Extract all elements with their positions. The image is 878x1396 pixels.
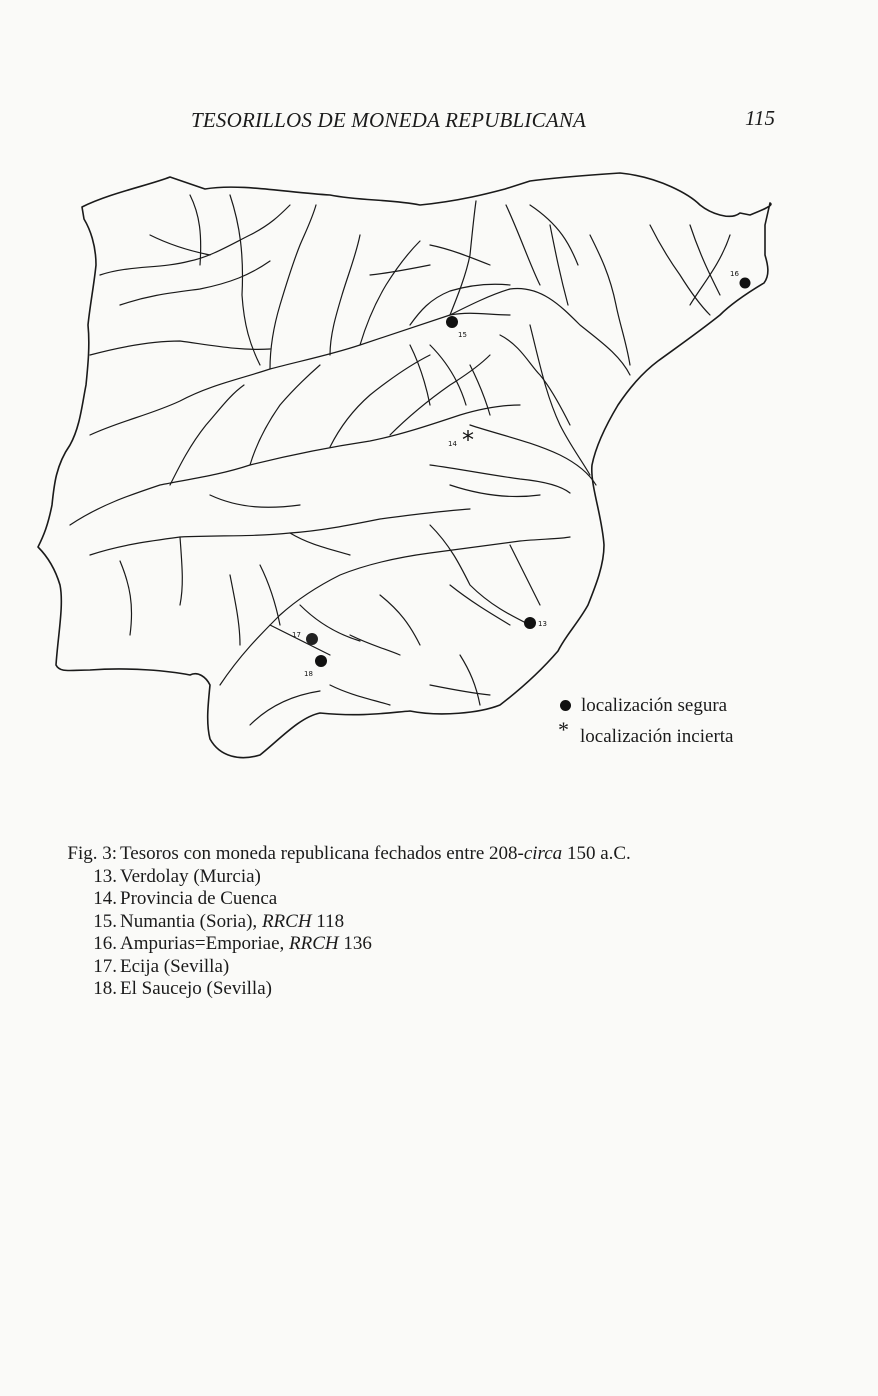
marker-label-13: 13 — [538, 620, 547, 628]
caption-item-name: Verdolay (Murcia) — [120, 865, 261, 887]
caption-item-text — [120, 888, 277, 911]
caption-item-text — [120, 933, 372, 956]
caption-item — [50, 866, 631, 889]
legend-row-uncertain — [558, 716, 734, 752]
caption-title-italic: circa — [523, 843, 563, 864]
caption-title — [120, 843, 631, 866]
caption-title-end: 150 a.C. — [562, 843, 631, 864]
page-number: 115 — [745, 106, 775, 130]
caption-item-name: Numantia (Soria), — [120, 910, 262, 932]
caption-item-name: Ampurias=Emporiae, — [120, 933, 290, 954]
caption-title-row — [50, 843, 631, 866]
caption-item-text — [120, 866, 261, 889]
caption-item-number: 18. — [93, 978, 117, 999]
marker-label-17: 17 — [292, 631, 301, 639]
caption-item — [50, 956, 631, 979]
marker-label-15: 15 — [458, 331, 467, 339]
figure-caption — [50, 843, 631, 1001]
caption-item-number: 17. — [93, 955, 117, 977]
map-legend — [558, 690, 734, 752]
marker-label-14: 14 — [448, 440, 457, 448]
marker-16 — [730, 270, 751, 289]
legend-uncertain-label: localización incierta — [580, 725, 734, 747]
caption-item — [50, 911, 631, 934]
running-title: TESORILLOS DE MONEDA REPUBLICANA — [191, 108, 587, 132]
iberian-peninsula-map — [30, 165, 780, 765]
caption-item — [50, 888, 631, 911]
caption-item-text — [120, 911, 344, 934]
caption-item-reference-number: 136 — [338, 933, 372, 954]
caption-item-text — [120, 956, 229, 979]
caption-item — [50, 933, 631, 956]
caption-item-name: Provincia de Cuenca — [120, 888, 278, 909]
marker-13 — [524, 617, 547, 629]
caption-item — [50, 978, 631, 1001]
caption-item-number: 16. — [93, 933, 117, 954]
caption-item-name: El Saucejo (Sevilla) — [120, 978, 272, 999]
marker-14 — [448, 426, 474, 454]
coastline — [38, 173, 771, 758]
marker-18 — [304, 655, 327, 678]
caption-item-name: Ecija (Sevilla) — [120, 955, 230, 977]
caption-item-number: 15. — [93, 910, 117, 932]
marker-15 — [446, 316, 467, 339]
rivers — [70, 195, 730, 725]
caption-title-text: Tesoros con moneda republicana fechados entre 208- — [120, 843, 524, 864]
caption-item-number: 14. — [93, 888, 117, 909]
caption-item-reference: RRCH — [289, 933, 339, 954]
figure-label: Fig. 3: — [67, 843, 117, 864]
uncertain-location-icon: * — [558, 716, 569, 742]
caption-item-text — [120, 978, 272, 1001]
caption-item-reference: RRCH — [261, 910, 312, 932]
sure-location-icon — [560, 700, 571, 711]
caption-item-number: 13. — [93, 865, 117, 887]
legend-sure-label: localización segura — [581, 694, 728, 716]
marker-label-16: 16 — [730, 270, 739, 278]
uncertain-location-icon: * — [462, 426, 474, 454]
legend-row-sure — [558, 690, 734, 721]
caption-item-reference-number: 118 — [311, 910, 345, 932]
marker-label-18: 18 — [304, 670, 313, 678]
